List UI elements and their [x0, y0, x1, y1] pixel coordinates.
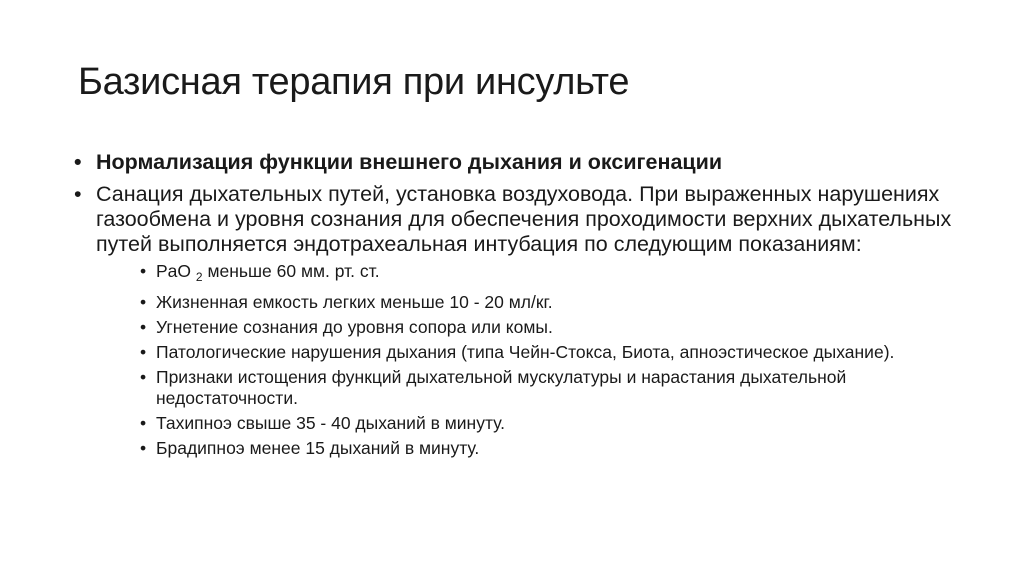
indications-list: [96, 261, 954, 459]
bullet-icon: •: [140, 413, 147, 433]
indication-item: [140, 438, 954, 459]
bullet-icon: •: [74, 182, 82, 206]
indication-item: [140, 317, 954, 338]
indication-text-prefix: PaO: [156, 261, 196, 281]
indication-item: [140, 367, 954, 409]
bullet-icon: •: [74, 150, 82, 174]
slide-title: Базисная терапия при инсульте: [78, 61, 630, 103]
indication-item: [140, 342, 954, 363]
indication-text-suffix: меньше 60 мм. рт. ст.: [202, 261, 380, 281]
bullet-text: Санация дыхательных путей, установка воздуховода. При выраженных нарушениях газообмена и уровня сознания для обеспечения проходимости верхних дыхательных путей выполняется эндотрахеальная интубация по следующим показаниям:: [96, 182, 952, 256]
bullet-icon: •: [140, 317, 147, 337]
indication-subscript: 2: [195, 270, 203, 284]
bullet-point: [74, 150, 954, 175]
indication-text: Жизненная емкость легких меньше 10 - 20 мл/кг.: [156, 292, 553, 312]
slide-content: [74, 150, 954, 466]
indication-text: Тахипноэ свыше 35 - 40 дыханий в минуту.: [156, 413, 506, 433]
bullet-icon: •: [140, 367, 147, 387]
bullet-icon: •: [140, 292, 147, 312]
indication-item: [140, 261, 954, 288]
indication-item: [140, 292, 954, 313]
bullet-icon: •: [140, 438, 147, 458]
indication-text: Признаки истощения функций дыхательной мускулатуры и нарастания дыхательной недостаточности.: [156, 367, 847, 408]
indication-item: [140, 413, 954, 434]
bullet-icon: •: [140, 342, 147, 362]
bullet-icon: •: [140, 261, 147, 281]
indication-text: Брадипноэ менее 15 дыханий в минуту.: [156, 438, 480, 458]
bullet-text: Нормализация функции внешнего дыхания и оксигенации: [96, 150, 723, 174]
bullet-point: [74, 182, 954, 459]
indication-text: Патологические нарушения дыхания (типа Чейн-Стокса, Биота, апноэстическое дыхание).: [156, 342, 895, 362]
indication-text: Угнетение сознания до уровня сопора или комы.: [156, 317, 553, 337]
